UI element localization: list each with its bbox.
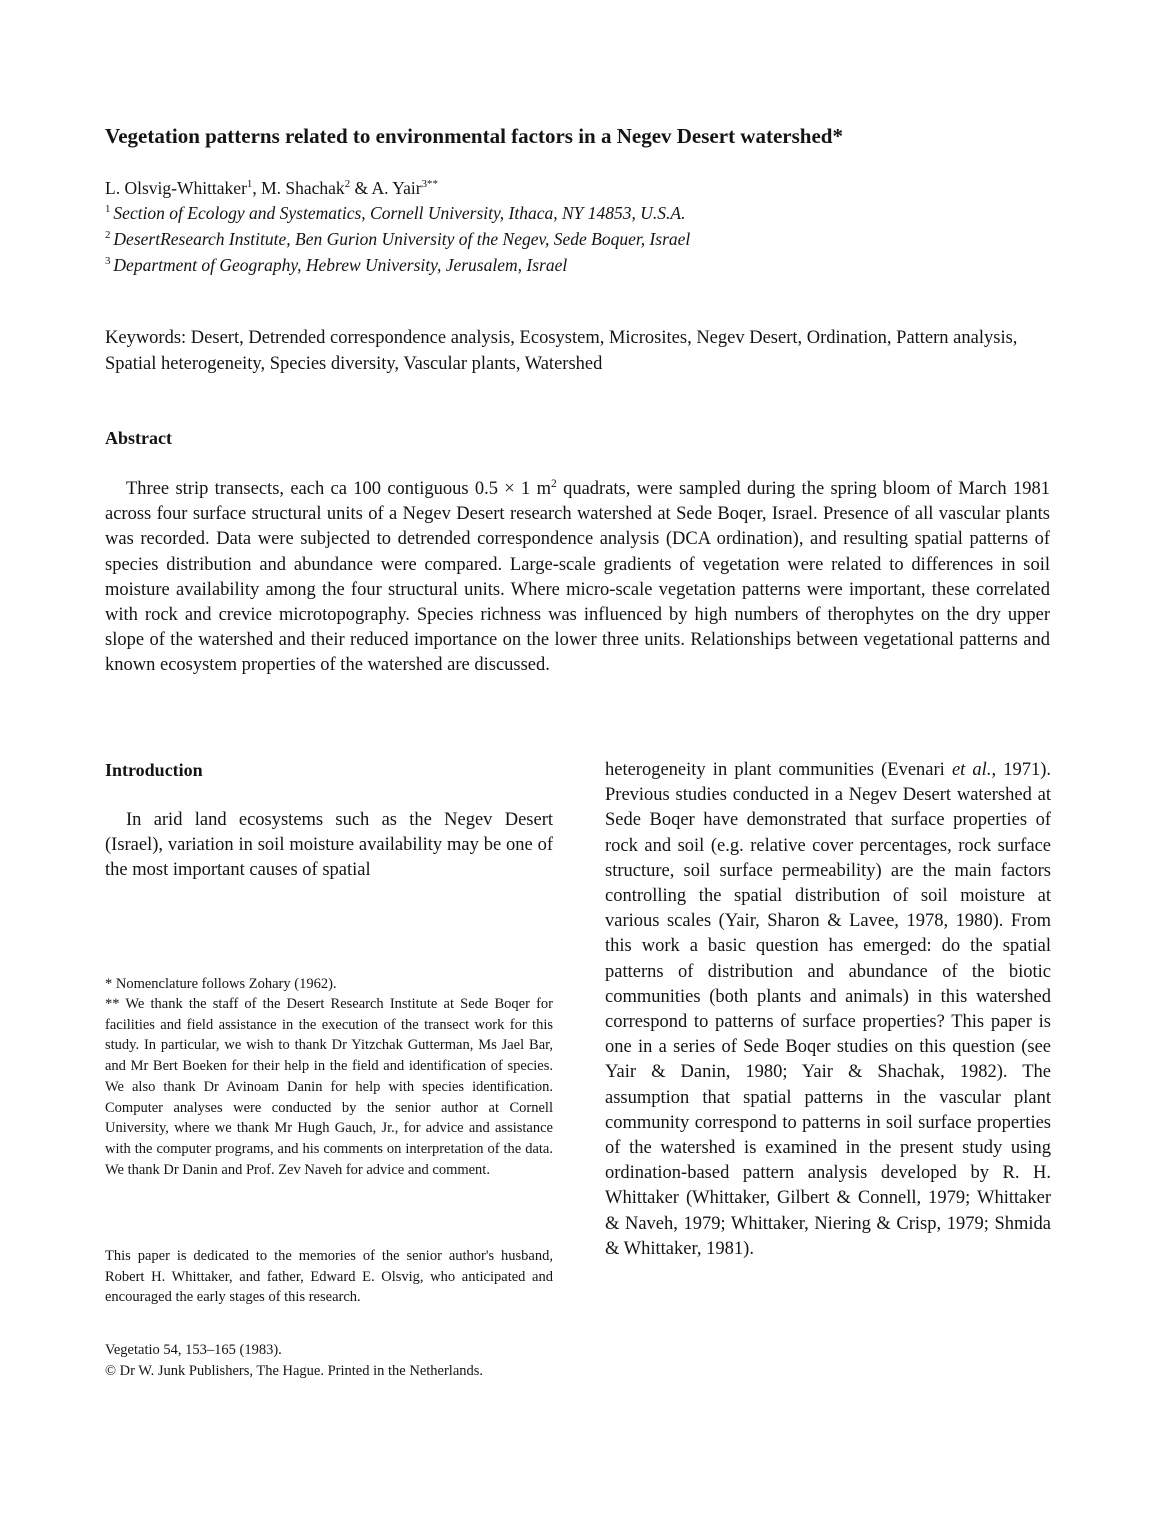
introduction-text-part: heterogeneity in plant communities (Evenari (605, 760, 952, 780)
author-name: A. Yair (371, 178, 422, 198)
introduction-heading: Introduction (105, 760, 203, 780)
author-list (105, 176, 438, 200)
dedication-note: This paper is dedicated to the memories of the senior author's husband, Robert H. Whittaker, and father, Edward E. Olsvig, who anticipated and encouraged the early stages of this research. (105, 1248, 553, 1306)
footnote-acknowledgements: ** We thank the staff of the Desert Research Institute at Sede Boqer for facilities and field assistance in the execution of the transect work for this study. In particular, we wish to thank Dr Yitzchak Gutterman, Ms Jael Bar, and Mr Bert Boeken for their help in the field and identification of species. We also thank Dr Avinoam Danin for help with species identification. Computer analyses were conducted by the senior author at Cornell University, where we thank Mr Hugh Gauch, Jr., for advice and assistance with the computer programs, and his comments on interpretation of the data. We thank Dr Danin and Prof. Zev Naveh for advice and comment. (105, 996, 553, 1178)
abstract-body (105, 477, 1050, 679)
abstract-text-part: quadrats, were sampled during the spring bloom of March 1981 across four surface structural units of a Negev Desert research watershed at Sede Boqer, Israel. Presence of all vascular plants was recorded. Data were subjected to detrended correspondence analysis (DCA ordination), and resulting spatial patterns of species distribution and abundance were compared. Large-scale gradients of vegetation were related to differences in soil moisture availability among the four structural units. Where micro-scale vegetation patterns were important, these correlated with rock and crevice microtopography. Species richness was influenced by high numbers of therophytes on the dry upper slope of the watershed and their reduced importance on the lower three units. Relationships between vegetational patterns and known ecosystem properties of the watershed are discussed. (105, 479, 1050, 676)
affiliation-number: 3 (105, 255, 111, 268)
keywords: Keywords: Desert, Detrended correspondence analysis, Ecosystem, Microsites, Negev Desert, Ordination, Pattern analysis, Spatial heterogeneity, Species diversity, Vascular plants, Watershed (105, 328, 1018, 374)
affiliation-text: DesertResearch Institute, Ben Gurion University of the Negev, Sede Boquer, Israel (113, 229, 691, 249)
footnote-nomenclature: * Nomenclature follows Zohary (1962). (105, 976, 337, 992)
author-name: M. Shachak (261, 178, 345, 198)
author-name: L. Olsvig-Whittaker (105, 178, 247, 198)
abstract-heading: Abstract (105, 428, 172, 448)
affiliation-number: 1 (105, 203, 111, 216)
affiliation (105, 227, 690, 251)
affiliation-number: 2 (105, 229, 111, 242)
superscript: 2 (551, 477, 557, 490)
abstract-text-part: Three strip transects, each ca 100 contiguous 0.5 × 1 m (126, 479, 552, 499)
affiliation (105, 201, 686, 225)
paper-title: Vegetation patterns related to environmental factors in a Negev Desert watershed* (105, 124, 843, 148)
introduction-right-column (605, 758, 1051, 1262)
author-affiliation-mark: 2 (344, 178, 351, 191)
author-affiliation-mark: 1 (246, 178, 253, 191)
introduction-text-italic: et al. (951, 760, 992, 780)
affiliation-text: Section of Ecology and Systematics, Cornell University, Ithaca, NY 14853, U.S.A. (113, 203, 686, 223)
author-separator: & (350, 178, 372, 198)
introduction-left-column: In arid land ecosystems such as the Negev Desert (Israel), variation in soil moisture availability may be one of the most important causes of spatial (105, 810, 553, 881)
affiliation (105, 253, 567, 277)
author-separator: , (252, 178, 262, 198)
author-affiliation-mark: 3** (421, 178, 438, 191)
copyright-notice: © Dr W. Junk Publishers, The Hague. Printed in the Netherlands. (105, 1363, 484, 1379)
journal-citation: Vegetatio 54, 153–165 (1983). (105, 1342, 282, 1358)
affiliation-text: Department of Geography, Hebrew University, Jerusalem, Israel (113, 255, 568, 275)
introduction-text-part: , 1971). Previous studies conducted in a Negev Desert watershed at Sede Boqer have demonstrated that surface properties of rock and soil (e.g. relative cover percentages, rock surface structure, soil surface permeability) are the main factors controlling the spatial distribution of soil moisture at various scales (Yair, Sharon & Lavee, 1978, 1980). From this work a basic question has emerged: do the spatial patterns of distribution and abundance of the biotic communities (both plants and animals) in this watershed correspond to patterns of surface properties? This paper is one in a series of Sede Boqer studies on this question (see Yair & Danin, 1980; Yair & Shachak, 1982). The assumption that spatial patterns in the vascular plant community correspond to patterns in soil surface properties of the watershed is examined in the present study using ordination-based pattern analysis developed by R. H. Whittaker (Whittaker, Gilbert & Connell, 1979; Whittaker & Naveh, 1979; Whittaker, Niering & Crisp, 1979; Shmida & Whittaker, 1981). (605, 760, 1051, 1259)
